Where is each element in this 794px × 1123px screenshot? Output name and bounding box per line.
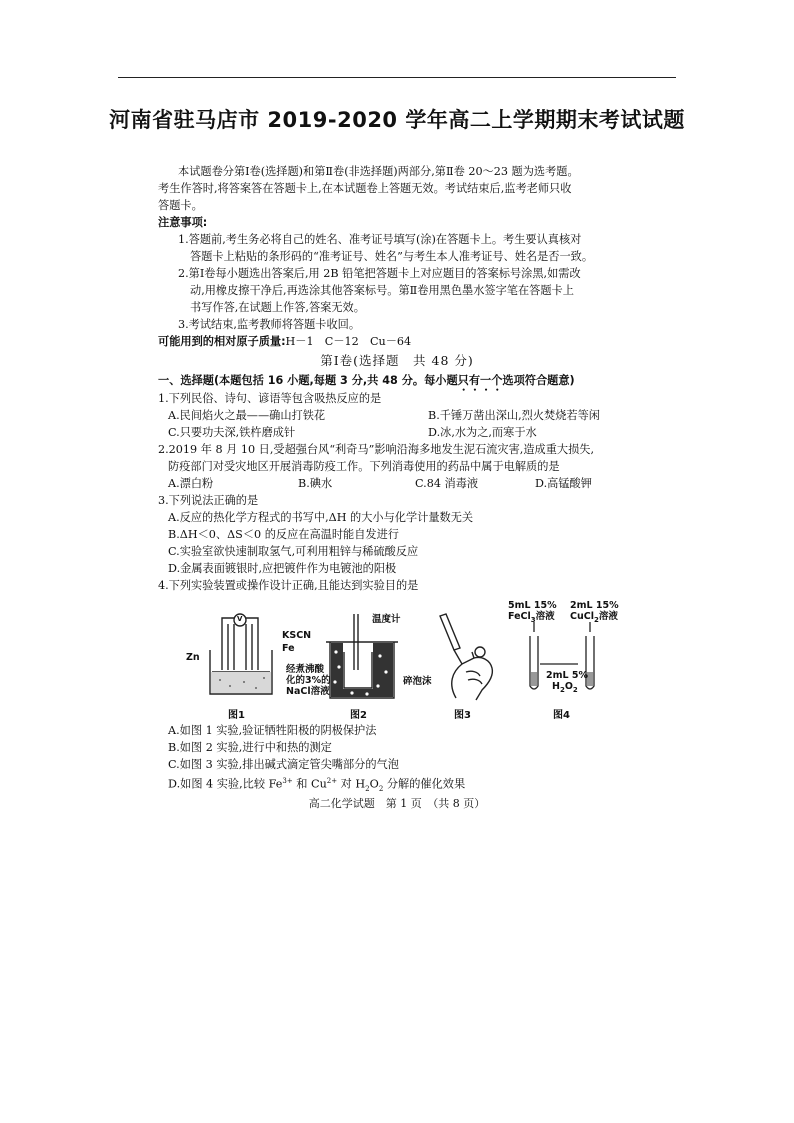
atomic-mass-line bbox=[158, 333, 411, 350]
q4-d-sub2: 2 bbox=[378, 784, 384, 793]
notice-line-2: 答题卡上粘贴的条形码的“准考证号、姓名”与考生本人准考证号、姓名是否一致。 bbox=[190, 250, 594, 263]
q2-stem-2: 防疫部门对受灾地区开展消毒防疫工作。下列消毒使用的药品中属于电解质的是 bbox=[168, 460, 560, 473]
figure-1-solution-2: 化的3%的 bbox=[286, 675, 331, 686]
intro-line-3: 答题卡。 bbox=[158, 199, 203, 212]
q1-option-c: C.只要功夫深,铁杵磨成针 bbox=[168, 426, 296, 439]
q4-option-a: A.如图 1 实验,验证牺牲阳极的阴极保护法 bbox=[168, 724, 377, 737]
figure-4-left-sub: 3 bbox=[530, 615, 536, 624]
q2-stem-1: 2.2019 年 8 月 10 日,受超强台风“利奇马”影响沿海多地发生泥石流灾害,造成重大损失, bbox=[158, 443, 595, 456]
notice-line-4: 动,用橡皮擦干净后,再选涂其他答案标号。第Ⅱ卷用黑色墨水签字笔在答题卡上 bbox=[190, 284, 574, 297]
figure-4-h2o2-o: O bbox=[564, 681, 573, 692]
figure-4-h2o2-sub2: 2 bbox=[572, 685, 578, 694]
q4-d-part5: 分解的催化效果 bbox=[383, 777, 466, 791]
atomic-mass-values: H－1 C－12 Cu－64 bbox=[285, 335, 412, 348]
q4-d-part3: 对 H bbox=[337, 777, 366, 791]
figure-4-right-sub: 2 bbox=[593, 615, 599, 624]
figure-4-right-tail: 溶液 bbox=[598, 611, 618, 622]
figure-3-caption: 图3 bbox=[454, 710, 471, 721]
notice-line-5: 书写作答,在试题上作答,答案无效。 bbox=[190, 301, 365, 314]
figure-4-caption: 图4 bbox=[553, 710, 570, 721]
figure-4-left-tail: 溶液 bbox=[535, 611, 555, 622]
q3-option-b: B.ΔH＜0、ΔS＜0 的反应在高温时能自发进行 bbox=[168, 528, 399, 541]
figure-4-h2o2-h: H bbox=[552, 681, 560, 692]
q4-option-b: B.如图 2 实验,进行中和热的测定 bbox=[168, 741, 332, 754]
page-title: 河南省驻马店市 2019-2020 学年高二上学期期末考试试题 bbox=[109, 108, 685, 132]
figure-4-right-formula: CuCl bbox=[570, 611, 594, 622]
intro-line-1: 本试题卷分第Ⅰ卷(选择题)和第Ⅱ卷(非选择题)两部分,第Ⅱ卷 20～23 题为选考题。 bbox=[178, 165, 579, 178]
page-footer: 高二化学试题 第 1 页 （共 8 页） bbox=[308, 797, 486, 810]
q1-option-d: D.冰,水为之,而寒于水 bbox=[428, 426, 537, 439]
figure-2-thermometer: 温度计 bbox=[372, 614, 401, 625]
figure-4-left-formula: FeCl bbox=[508, 611, 531, 622]
figure-4-left-solution bbox=[508, 611, 555, 626]
notice-line-1: 1.答题前,考生务必将自己的姓名、准考证号填写(涂)在答题卡上。考生要认真核对 bbox=[178, 233, 582, 246]
q1-option-a: A.民间焰火之最——确山打铁花 bbox=[168, 409, 326, 422]
part-heading-emphasis: 只有一个 bbox=[457, 374, 503, 387]
q4-option-c: C.如图 3 实验,排出碱式滴定管尖嘴部分的气泡 bbox=[168, 758, 399, 771]
part-heading-text: 一、选择题(本题包括 16 小题,每题 3 分,共 48 分。每小题 bbox=[158, 374, 458, 387]
notice-line-6: 3.考试结束,监考教师将答题卡收回。 bbox=[178, 318, 361, 331]
notice-label: 注意事项: bbox=[158, 216, 208, 229]
section-title: 第Ⅰ卷(选择题 共 48 分) bbox=[320, 353, 474, 368]
figure-4-left-amount: 5mL 15% bbox=[508, 600, 557, 611]
q3-stem: 3.下列说法正确的是 bbox=[158, 494, 259, 507]
q4-d-sub1: 2 bbox=[365, 784, 370, 793]
q3-option-a: A.反应的热化学方程式的书写中,ΔH 的大小与化学计量数无关 bbox=[168, 511, 474, 524]
figure-2-foam: 碎泡沫 bbox=[403, 676, 432, 687]
atomic-mass-label: 可能用到的相对原子质量: bbox=[158, 335, 286, 348]
intro-line-2: 考生作答时,将答案答在答题卡上,在本试题卷上答题无效。考试结束后,监考老师只收 bbox=[158, 182, 572, 195]
top-rule bbox=[118, 77, 676, 78]
figure-4-right-amount: 2mL 15% bbox=[570, 600, 619, 611]
part-heading-end: 选项符合题意) bbox=[502, 374, 575, 387]
notice-line-3: 2.第Ⅰ卷每小题选出答案后,用 2B 铅笔把答题卡上对应题目的答案标号涂黑,如需改 bbox=[178, 267, 581, 280]
q2-option-c: C.84 消毒液 bbox=[415, 477, 479, 490]
figure-4-right-solution bbox=[570, 611, 618, 626]
figure-2-caption: 图2 bbox=[350, 710, 367, 721]
q4-d-sup2: 2+ bbox=[326, 777, 338, 785]
q4-d-sup1: 3+ bbox=[282, 777, 293, 785]
figure-1-solution-1: 经煮沸酸 bbox=[286, 664, 325, 675]
q4-d-part2: 和 Cu bbox=[292, 777, 327, 791]
q2-option-b: B.碘水 bbox=[298, 477, 333, 490]
q1-stem: 1.下列民俗、诗句、谚语等包含吸热反应的是 bbox=[158, 392, 382, 405]
figure-1-fe: Fe bbox=[282, 643, 295, 654]
figure-1-zn: Zn bbox=[186, 652, 200, 663]
q1-option-b: B.千锤万凿出深山,烈火焚烧若等闲 bbox=[428, 409, 600, 422]
figure-1-solution-3: NaCl溶液 bbox=[286, 686, 330, 697]
figure-4-h2o2-sub1: 2 bbox=[559, 685, 565, 694]
figure-4-h2o2-amount: 2mL 5% bbox=[546, 670, 588, 681]
figure-2-drawing bbox=[322, 612, 402, 700]
q3-option-d: D.金属表面镀银时,应把镀件作为电镀池的阳极 bbox=[168, 562, 397, 575]
figure-1-caption: 图1 bbox=[228, 710, 245, 721]
q4-d-part1: D.如图 4 实验,比较 Fe bbox=[168, 777, 283, 791]
q3-option-c: C.实验室欲快速制取氢气,可利用粗锌与稀硫酸反应 bbox=[168, 545, 419, 558]
figure-1-kscn: KSCN bbox=[282, 630, 312, 641]
q4-stem: 4.下列实验装置或操作设计正确,且能达到实验目的是 bbox=[158, 579, 419, 592]
q2-option-d: D.高锰酸钾 bbox=[535, 477, 592, 490]
figure-3-drawing bbox=[432, 612, 504, 702]
q2-option-a: A.漂白粉 bbox=[168, 477, 214, 490]
figure-1-voltmeter: V bbox=[237, 615, 243, 623]
figure-4-h2o2-formula bbox=[552, 681, 578, 696]
q4-d-part4: O bbox=[369, 777, 379, 791]
